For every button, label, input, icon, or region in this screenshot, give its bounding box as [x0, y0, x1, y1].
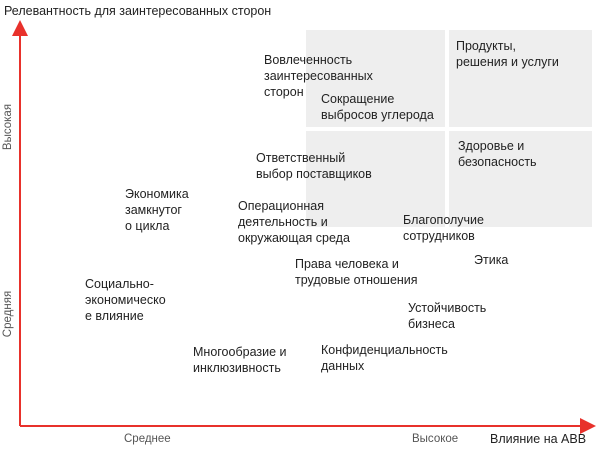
topic-operations-environment: Операционная деятельность и окружающая среда: [238, 199, 350, 245]
y-tick-medium: Средняя: [2, 290, 14, 338]
topic-responsible-sourcing: Ответственный выбор поставщиков: [256, 151, 372, 181]
topic-carbon-reduction: Сокращение выбросов углерода: [321, 92, 434, 122]
topic-circular-economy: Экономика замкнутог о цикла: [125, 187, 189, 233]
topic-socioeconomic-impact: Социально- экономическо е влияние: [85, 277, 166, 323]
topic-stakeholder-engagement: Вовлеченность заинтересованных сторон: [264, 53, 373, 99]
x-axis-title: Влияние на АВВ: [490, 432, 587, 446]
topic-data-privacy: Конфиденциальность данных: [321, 343, 448, 373]
topic-health-safety: Здоровье и безопасность: [458, 139, 537, 169]
y-tick-high: Высокая: [2, 103, 14, 151]
x-tick-medium: Среднее: [124, 433, 171, 445]
topic-human-labor-rights: Права человека и трудовые отношения: [295, 257, 418, 287]
topic-employee-wellbeing: Благополучие сотрудников: [403, 213, 484, 243]
topic-ethics: Этика: [474, 253, 509, 267]
topic-business-resilience: Устойчивость бизнеса: [408, 301, 487, 331]
x-tick-high: Высокое: [412, 433, 459, 445]
topic-products-solutions-services: Продукты, решения и услуги: [456, 39, 559, 69]
topic-diversity-inclusion: Многообразие и инклюзивность: [193, 345, 287, 375]
y-axis-title: Релевантность для заинтересованных сторон: [4, 4, 272, 18]
